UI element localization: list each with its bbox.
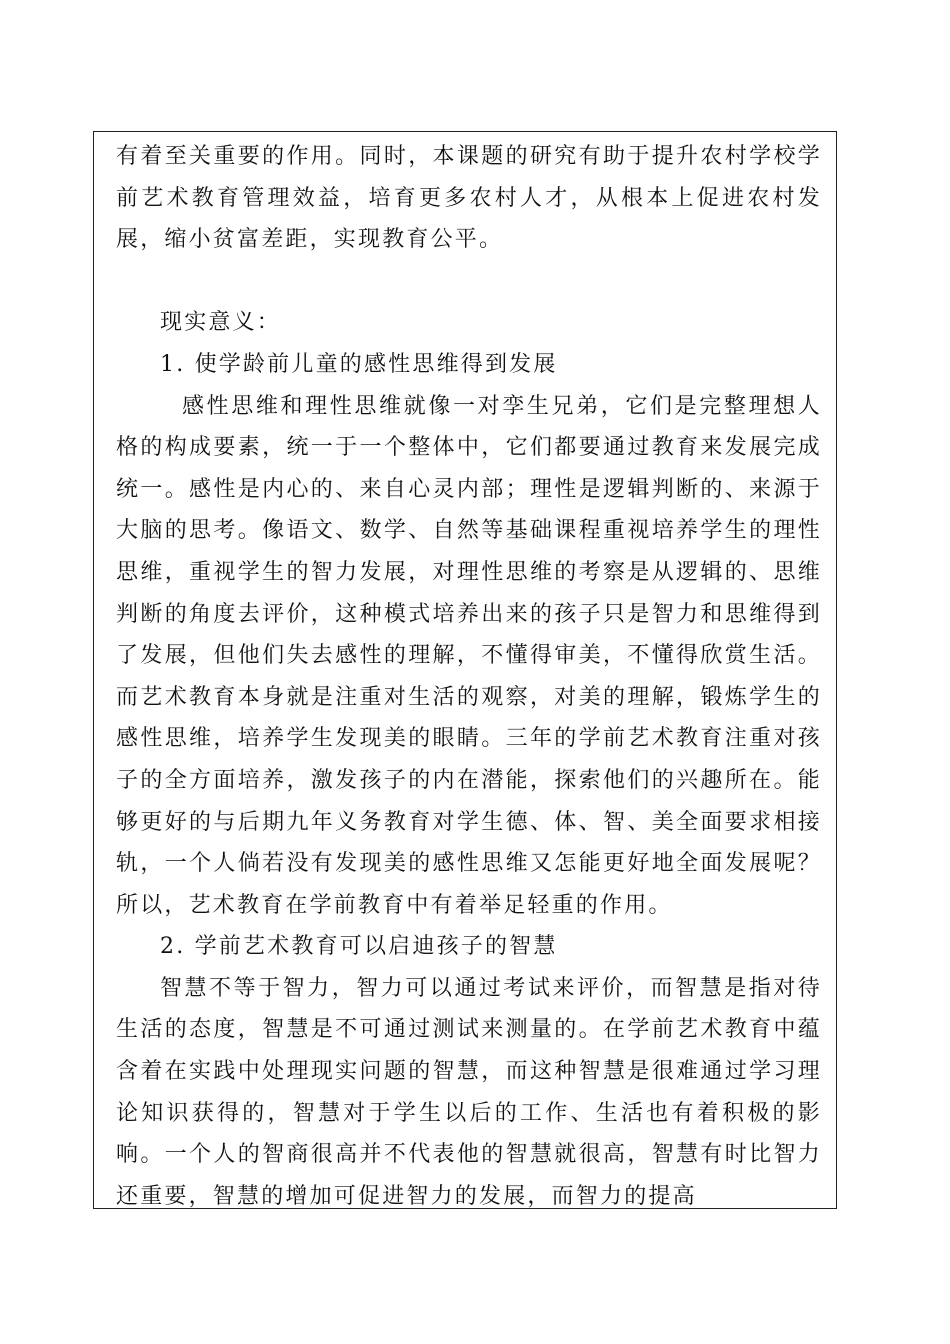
section-heading-practical-significance: 现实意义： — [160, 310, 282, 336]
document-frame — [93, 131, 837, 1209]
subheading-1: 1. 使学龄前儿童的感性思维得到发展 — [160, 351, 558, 377]
document-body — [116, 136, 822, 1209]
paragraph-perceptual-thinking: 感性思维和理性思维就像一对孪生兄弟，它们是完整理想人格的构成要素，统一于一个整体中，它们都要通过教育来发展完成统一。感性是内心的、来自心灵内部；理性是逻辑判断的、来源于大脑的思考。像语文、数学、自然等基础课程重视培养学生的理性思维，重视学生的智力发展，对理性思维的考察是从逻辑的、思维判断的角度去评价，这种模式培养出来的孩子只是智力和思维得到了发展，但他们失去感性的理解，不懂得审美，不懂得欣赏生活。而艺术教育本身就是注重对生活的观察，对美的理解，锻炼学生的感性思维，培养学生发现美的眼睛。三年的学前艺术教育注重对孩子的全方面培养，激发孩子的内在潜能，探索他们的兴趣所在。能够更好的与后期九年义务教育对学生德、体、智、美全面要求相接轨，一个人倘若没有发现美的感性思维又怎能更好地全面发展呢？所以，艺术教育在学前教育中有着举足轻重的作用。 — [116, 393, 822, 918]
paragraph-wisdom: 智慧不等于智力，智力可以通过考试来评价，而智慧是指对待生活的态度，智慧是不可通过测试来测量的。在学前艺术教育中蕴含着在实践中处理现实问题的智慧，而这种智慧是很难通过学习理论知识获得的，智慧对于学生以后的工作、生活也有着积极的影响。一个人的智商很高并不代表他的智慧就很高，智慧有时比智力还重要，智慧的增加可促进智力的发展，而智力的提高 — [116, 975, 822, 1209]
paragraph-continuation: 有着至关重要的作用。同时，本课题的研究有助于提升农村学校学前艺术教育管理效益，培育更多农村人才，从根本上促进农村发展，缩小贫富差距，实现教育公平。 — [116, 144, 822, 253]
blank-line — [116, 261, 822, 303]
subheading-2: 2. 学前艺术教育可以启迪孩子的智慧 — [160, 934, 558, 960]
